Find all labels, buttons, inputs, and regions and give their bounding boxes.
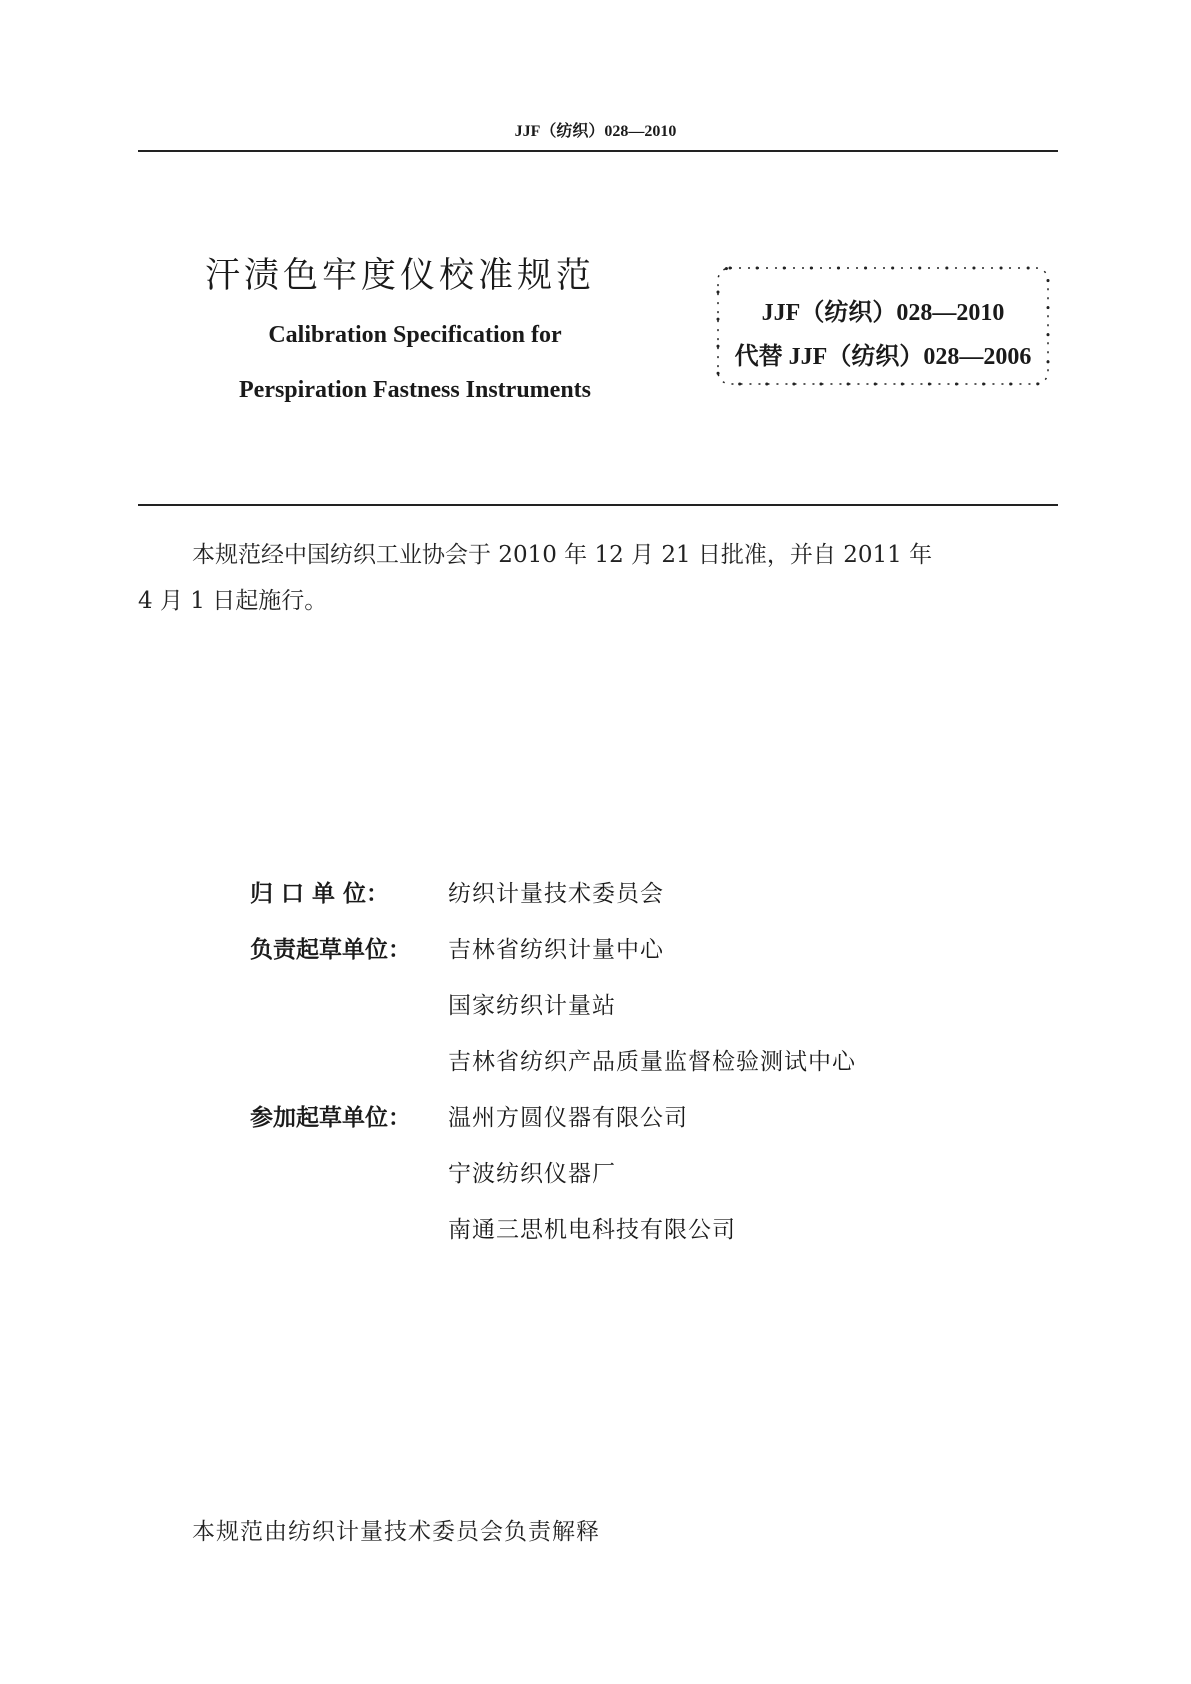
responsible-unit-label: 归 口 单 位： — [250, 881, 390, 907]
main-drafter-label: 负责起草单位： — [250, 937, 411, 963]
replaced-code: 代替 JJF（纺织）028—2006 — [734, 344, 1032, 370]
standard-code-box — [712, 262, 1054, 390]
participating-drafter-label: 参加起草单位： — [250, 1105, 411, 1131]
title-english-line2: Perspiration Fastness Instruments — [239, 377, 591, 403]
main-drafter-2: 国家纺织计量站 — [448, 993, 616, 1019]
top-rule — [138, 150, 1058, 152]
header-standard-code: JJF（纺织）028—2010 — [514, 123, 677, 140]
current-code: JJF（纺织）028—2010 — [761, 300, 1005, 326]
middle-rule — [138, 504, 1058, 506]
participating-drafter-2: 宁波纺织仪器厂 — [448, 1161, 616, 1187]
responsible-unit-value: 纺织计量技术委员会 — [448, 881, 664, 907]
approval-line-1: 本规范经中国纺织工业协会于 2010 年 12 月 21 日批准，并自 2011 年 — [192, 542, 933, 568]
participating-drafter-3: 南通三思机电科技有限公司 — [448, 1217, 736, 1243]
approval-line-2: 4 月 1 日起施行。 — [138, 588, 328, 614]
participating-drafter-1: 温州方圆仪器有限公司 — [448, 1105, 688, 1131]
main-drafter-1: 吉林省纺织计量中心 — [448, 937, 664, 963]
title-english-line1: Calibration Specification for — [268, 322, 562, 348]
interpretation-note: 本规范由纺织计量技术委员会负责解释 — [192, 1519, 600, 1545]
title-chinese: 汗渍色牢度仪校准规范 — [205, 256, 596, 296]
main-drafter-3: 吉林省纺织产品质量监督检验测试中心 — [448, 1049, 856, 1075]
